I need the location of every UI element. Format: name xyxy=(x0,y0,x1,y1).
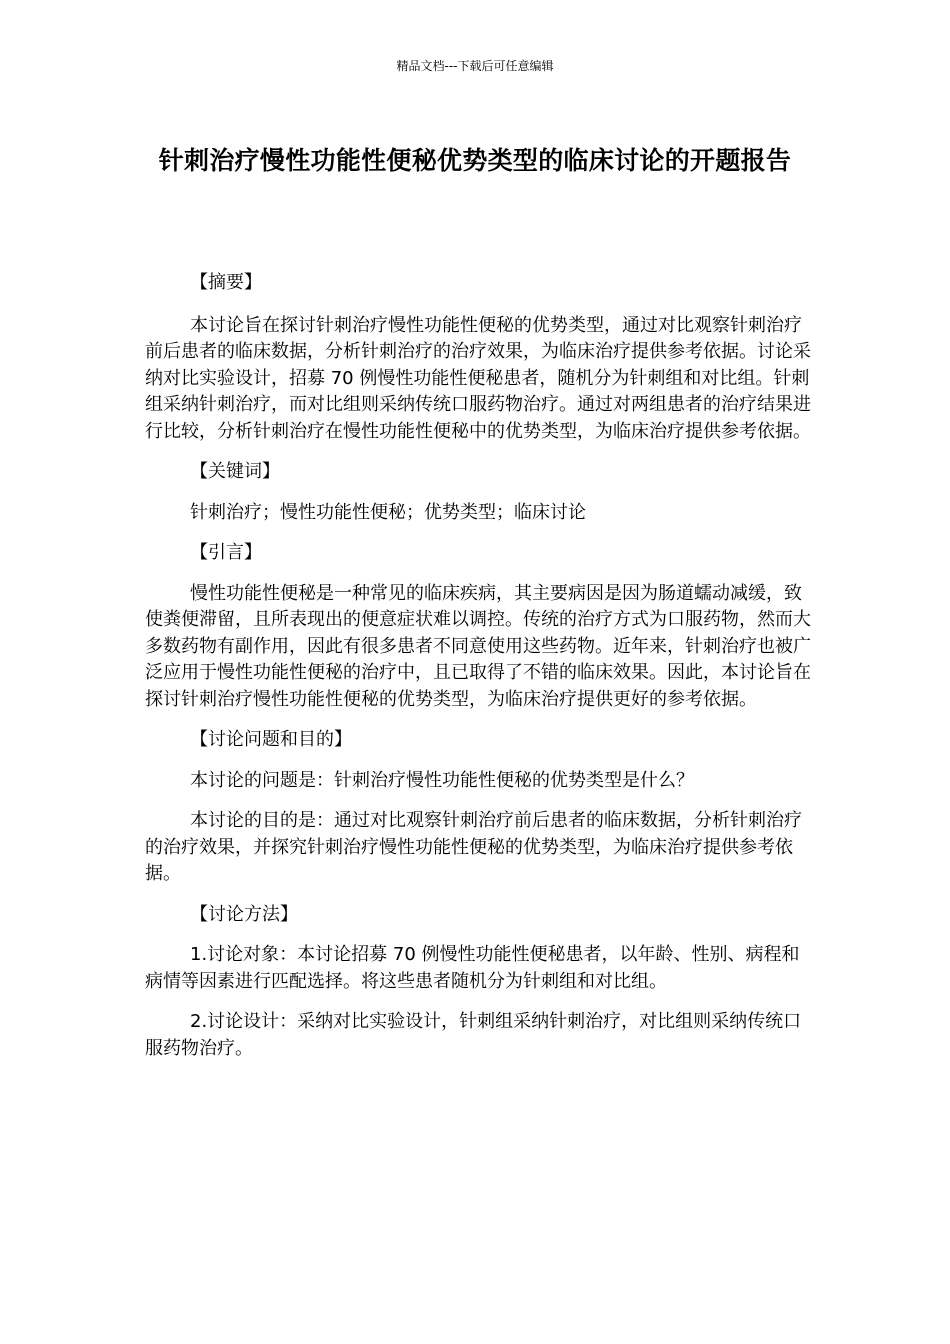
document-body xyxy=(145,270,815,1076)
introduction-heading: 【引言】 xyxy=(190,542,262,563)
methods-heading: 【讨论方法】 xyxy=(190,903,298,925)
purpose-paragraph: 本讨论的目的是：通过对比观察针刺治疗前后患者的临床数据，分析针刺治疗的治疗效果，并探究针刺治疗慢性功能性便秘的优势类型，为临床治疗提供参考依据。 xyxy=(145,810,802,884)
method-item-2: 2.讨论设计：采纳对比实验设计，针刺组采纳针刺治疗，对比组则采纳传统口服药物治疗。 xyxy=(145,1011,802,1059)
abstract-heading: 【摘要】 xyxy=(190,272,262,293)
questions-heading: 【讨论问题和目的】 xyxy=(190,729,352,750)
introduction-paragraph: 慢性功能性便秘是一种常见的临床疾病，其主要病因是因为肠道蠕动减缓，致使粪便滞留，且所表现出的便意症状难以调控。传统的治疗方式为口服药物，然而大多数药物有副作用，因此有很多患者不同意使用这些药物。近年来，针刺治疗也被广泛应用于慢性功能性便秘的治疗中，且已取得了不错的临床效果。因此，本讨论旨在探讨针刺治疗慢性功能性便秘的优势类型，为临床治疗提供更好的参考依据。 xyxy=(145,582,811,710)
method-item-1: 1.讨论对象：本讨论招募 70 例慢性功能性便秘患者，以年龄、性别、病程和病情等因素进行匹配选择。将这些患者随机分为针刺组和对比组。 xyxy=(145,944,800,992)
document-title: 针刺治疗慢性功能性便秘优势类型的临床讨论的开题报告 xyxy=(158,146,792,175)
abstract-paragraph: 本讨论旨在探讨针刺治疗慢性功能性便秘的优势类型，通过对比观察针刺治疗前后患者的临床数据，分析针刺治疗的治疗效果，为临床治疗提供参考依据。讨论采纳对比实验设计，招募 70 例慢性功能性便秘患者，随机分为针刺组和对比组。针刺组采纳针刺治疗，而对比组则采纳传统口服药物治疗。通过对两组患者的治疗结果进行比较，分析针刺治疗在慢性功能性便秘中的优势类型，为临床治疗提供参考依据。 xyxy=(145,314,811,442)
keywords-heading: 【关键词】 xyxy=(190,461,280,482)
keywords-paragraph: 针刺治疗；慢性功能性便秘；优势类型；临床讨论 xyxy=(190,501,586,523)
question-paragraph: 本讨论的问题是：针刺治疗慢性功能性便秘的优势类型是什么？ xyxy=(190,769,694,791)
header-note: 精品文档---下载后可任意编辑 xyxy=(396,59,554,73)
